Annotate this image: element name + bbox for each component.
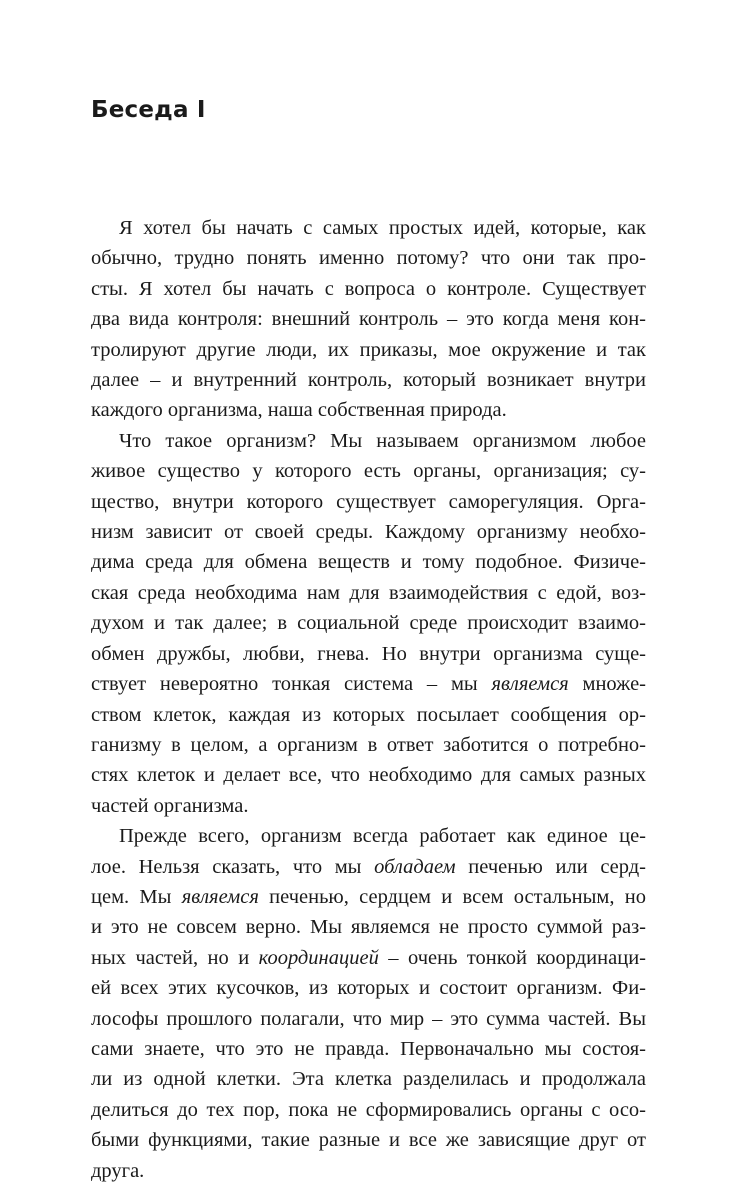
text-segment: каждого организма, наша собственная природа. xyxy=(91,399,507,422)
text-line xyxy=(91,730,646,760)
text-line xyxy=(91,791,646,821)
text-segment: стях клеток и делает все, что необходимо для самых разных xyxy=(91,764,646,787)
text-line xyxy=(91,639,646,669)
text-line xyxy=(91,669,646,699)
text-segment: и это не совсем верно. Мы являемся не просто суммой раз- xyxy=(91,916,646,939)
text-segment: печенью или серд- xyxy=(455,855,646,878)
text-line xyxy=(91,517,646,547)
text-line xyxy=(91,365,646,395)
text-segment: обмен дружбы, любви, гнева. Но внутри организма суще- xyxy=(91,642,646,665)
text-line xyxy=(91,912,646,942)
text-line xyxy=(91,578,646,608)
text-segment: живое существо у которого есть органы, организация; су- xyxy=(91,460,646,483)
text-segment: делиться до тех пор, пока не сформировались органы с осо- xyxy=(91,1098,646,1121)
text-segment: тролируют другие люди, их приказы, мое окружение и так xyxy=(91,338,646,361)
paragraph-1 xyxy=(91,213,646,426)
text-line xyxy=(91,973,646,1003)
text-line xyxy=(91,760,646,790)
text-line xyxy=(91,1095,646,1125)
text-segment: цем. Мы xyxy=(91,885,182,908)
text-segment: щество, внутри которого существует саморегуляция. Орга- xyxy=(91,490,646,513)
italic-text: обладаем xyxy=(374,855,456,878)
text-line xyxy=(91,243,646,273)
text-line xyxy=(91,821,646,851)
text-segment: два вида контроля: внешний контроль – это когда меня кон- xyxy=(91,308,646,331)
chapter-title: Беседа I xyxy=(91,97,206,123)
text-segment: печенью, сердцем и всем остальным, но xyxy=(258,885,646,908)
text-segment: быми функциями, такие разные и все же зависящие друг от xyxy=(91,1129,646,1152)
paragraph-3 xyxy=(91,821,646,1186)
text-segment: друга. xyxy=(91,1159,145,1182)
text-line xyxy=(91,274,646,304)
text-line xyxy=(91,456,646,486)
text-segment: ская среда необходима нам для взаимодействия с едой, воз- xyxy=(91,581,646,604)
text-segment: далее – и внутренний контроль, который возникает внутри xyxy=(91,369,646,392)
text-line xyxy=(91,1034,646,1064)
text-segment: ганизму в целом, а организм в ответ заботится о потребно- xyxy=(91,733,646,756)
italic-text: являемся xyxy=(491,673,569,696)
text-segment: Прежде всего, организм всегда работает как единое це- xyxy=(119,825,646,848)
text-segment: Я хотел бы начать с самых простых идей, которые, как xyxy=(119,217,646,239)
text-segment: духом и так далее; в социальной среде происходит взаимо- xyxy=(91,612,646,635)
text-line xyxy=(91,304,646,334)
text-segment: Что такое организм? Мы называем организмом любое xyxy=(119,429,646,452)
text-segment: ей всех этих кусочков, из которых и состоит организм. Фи- xyxy=(91,977,646,1000)
text-segment: множе- xyxy=(568,673,646,696)
text-segment: сами знаете, что это не правда. Первоначально мы состоя- xyxy=(91,1037,646,1060)
text-line xyxy=(91,882,646,912)
text-line xyxy=(91,1064,646,1094)
text-segment: низм зависит от своей среды. Каждому организму необхо- xyxy=(91,521,646,544)
paragraph-2 xyxy=(91,426,646,821)
text-segment: частей организма. xyxy=(91,794,249,817)
text-segment: лое. Нельзя сказать, что мы xyxy=(91,855,375,878)
body-text xyxy=(91,213,646,1186)
text-segment: ли из одной клетки. Эта клетка разделилась и продолжала xyxy=(91,1068,646,1091)
text-line xyxy=(91,213,646,243)
text-line xyxy=(91,395,646,425)
text-line xyxy=(91,1004,646,1034)
text-line xyxy=(91,1156,646,1186)
text-line xyxy=(91,487,646,517)
text-segment: ных частей, но и xyxy=(91,946,259,969)
text-line xyxy=(91,426,646,456)
text-segment: – очень тонкой координаци- xyxy=(378,946,646,969)
text-line xyxy=(91,700,646,730)
text-line xyxy=(91,943,646,973)
italic-text: являемся xyxy=(181,885,259,908)
text-line xyxy=(91,1125,646,1155)
text-line xyxy=(91,547,646,577)
text-segment: ством клеток, каждая из которых посылает сообщения ор- xyxy=(91,703,646,726)
text-segment: дима среда для обмена веществ и тому подобное. Физиче- xyxy=(91,551,646,574)
text-line xyxy=(91,852,646,882)
text-line xyxy=(91,608,646,638)
text-segment: сты. Я хотел бы начать с вопроса о контроле. Существует xyxy=(91,277,646,300)
text-segment: обычно, трудно понять именно потому? что они так про- xyxy=(91,247,646,270)
italic-text: координацией xyxy=(258,946,379,969)
text-segment: лософы прошлого полагали, что мир – это сумма частей. Вы xyxy=(91,1007,646,1030)
text-segment: ствует невероятно тонкая система – мы xyxy=(91,673,492,696)
text-line xyxy=(91,335,646,365)
